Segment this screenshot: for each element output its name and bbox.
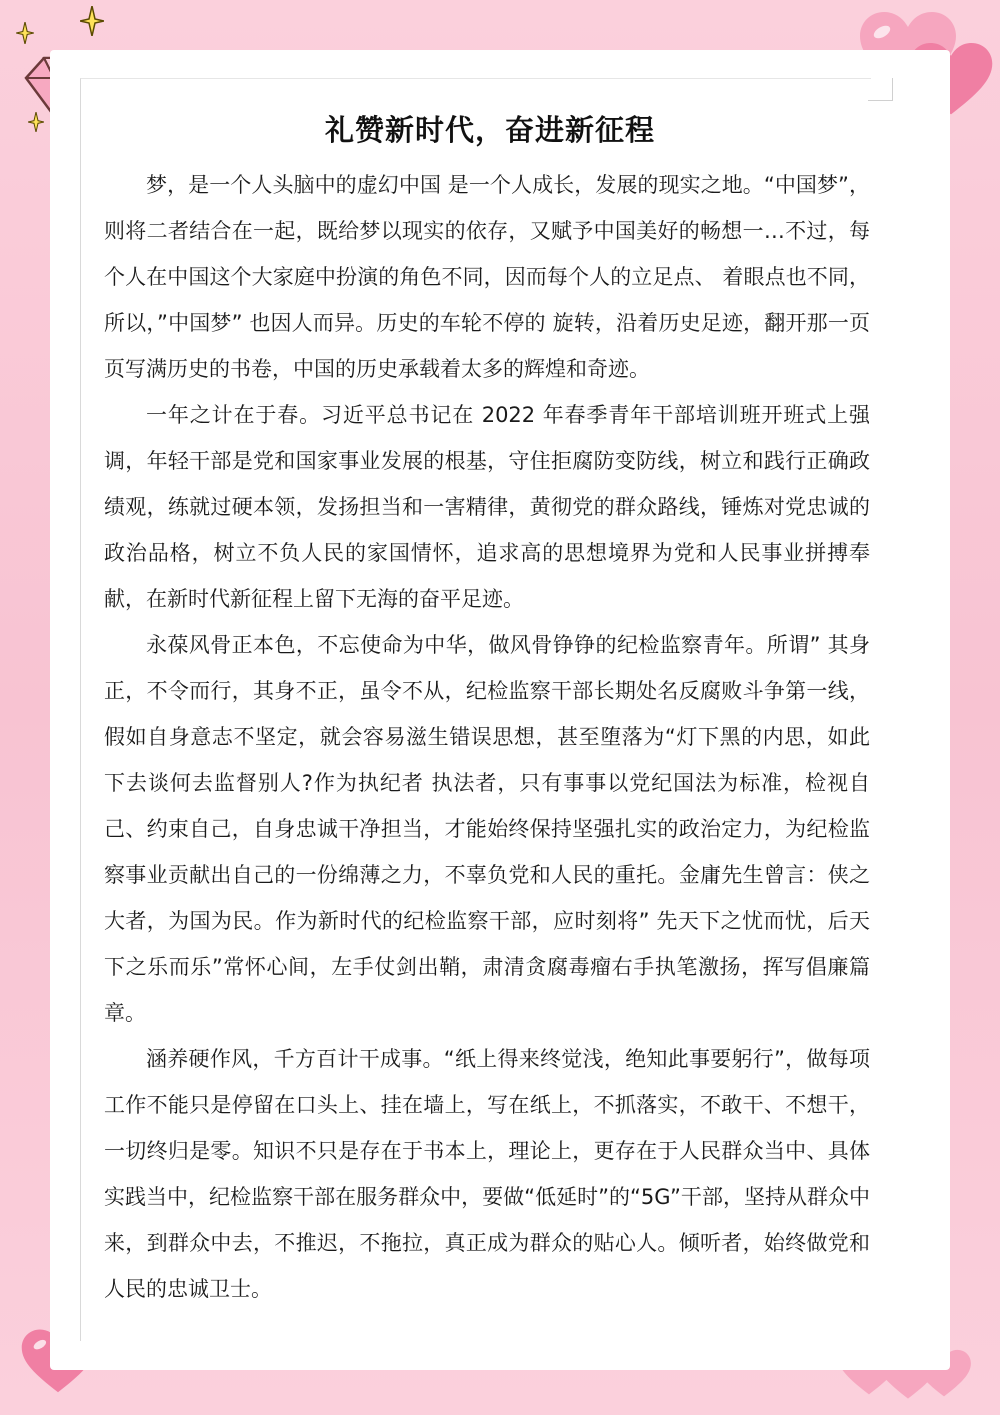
sparkle-icon <box>28 112 44 132</box>
sparkle-icon <box>16 22 34 44</box>
paragraph-2: 一年之计在于春。习近平总书记在 2022 年春季青年干部培训班开班式上强调，年轻干部是党和国家事业发展的根基，守住拒腐防变防线，树立和践行正确政绩观，练就过硬本领，发扬担当和一害精律，黄彻党的群众路线，锤炼对党忠诚的政治品格，树立不负人民的家国情怀，追求高的思想境界为党和人民事业拼搏奉献，在新时代新征程上留下无海的奋平足迹。 <box>104 403 870 611</box>
paragraph-1: 梦，是一个人头脑中的虚幻中国 是一个人成长，发展的现实之地。“中国梦”，则将二者结合在一起，既给梦以现实的依存，又赋予中国美好的畅想一…不过，每个人在中国这个大家庭中扮演的角色不同，因而每个人的立足点、 着眼点也不同，所以，”中国梦” 也因人而异。历史的车轮不停的 旋转，沿着历史足迹，翻开那一页页写满历史的书卷，中国的历史承载着太多的辉煌和奇迹。 <box>104 173 870 381</box>
sparkle-icon <box>80 6 104 36</box>
document-title: 礼赞新时代，奋进新征程 <box>324 113 655 147</box>
document-body <box>104 162 870 1312</box>
paragraph-4: 涵养硬作风，千方百计干成事。“纸上得来终觉浅，绝知此事要躬行”，做每项工作不能只是停留在口头上、挂在墙上，写在纸上，不抓落实，不敢干、不想干，一切终归是零。知识不只是存在于书本上，理论上，更存在于人民群众当中、具体实践当中，纪检监察干部在服务群众中，要做“低延时”的“5G”干部，坚持从群众中来，到群众中去，不推迟，不拖拉，真正成为群众的贴心人。倾听者，始终做党和人民的忠诚卫士。 <box>104 1047 870 1301</box>
corner-crop-mark <box>868 78 893 101</box>
paragraph-3: 永葆风骨正本色，不忘使命为中华，做风骨铮铮的纪检监察青年。所谓” 其身正，不令而行，其身不正，虽令不从，纪检监察干部长期处名反腐败斗争第一线，假如自身意志不坚定，就会容易滋生错误思想，甚至堕落为“灯下黑的内思，如此下去谈何去监督别人?作为执纪者 执法者，只有事事以党纪国法为标准，检视自己、约束自己，自身忠诚干净担当，才能始终保持坚强扎实的政治定力，为纪检监察事业贡献出自己的一份绵薄之力，不辜负党和人民的重托。金庸先生曾言：侠之大者，为国为民。作为新时代的纪检监察干部，应时刻将” 先天下之忧而忧，后天下之乐而乐”常怀心间，左手仗剑出鞘，肃清贪腐毒瘤右手执笔激扬，挥写倡廉篇章。 <box>104 633 870 1025</box>
